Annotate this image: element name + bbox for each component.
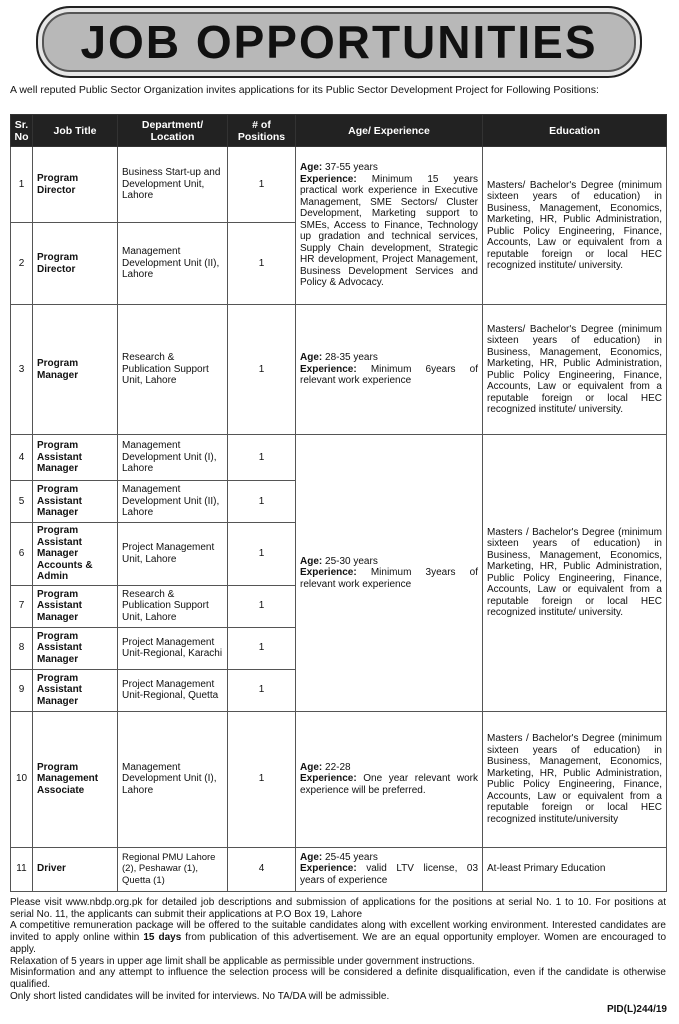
experience-label: Experience:: [300, 863, 357, 875]
job-title-cell: Program Assistant Manager: [33, 481, 118, 523]
experience-label: Experience:: [300, 173, 357, 185]
experience-label: Experience:: [300, 567, 357, 578]
age-experience-cell: [296, 711, 483, 847]
age-value: 37-55 years: [325, 162, 378, 174]
department-cell: Research & Publication Support Unit, Lahore: [118, 305, 228, 435]
department-cell: Project Management Unit-Regional, Karachi: [118, 627, 228, 669]
age-label: Age:: [300, 555, 323, 567]
positions-cell: 1: [228, 711, 296, 847]
experience-value: Minimum 15 years practical work experience in Executive Management, SME Sectors/ Cluster Development, Marketing support to SMEs, Access to Finance, Technology up gradation and technical services, Supply Chain development, Strategic HR development, Project Management, Business Development Services and Policy & Advocacy.: [300, 173, 478, 289]
experience-value: valid LTV license, 03 years of experience: [300, 863, 479, 886]
education-cell: Masters/ Bachelor's Degree (minimum sixteen years of education) in Business, Management, Economics, Marketing, HR, Public Administration, Public Policy Engineering, Finance, Accounts, Law or equivalent from a reputable foreign or local HEC recognized institute/ university.: [483, 305, 667, 435]
job-title-cell: Program Assistant Manager: [33, 669, 118, 711]
table-header-row: [11, 115, 667, 147]
department-cell: Project Management Unit-Regional, Quetta: [118, 669, 228, 711]
table-row: [11, 847, 667, 891]
experience-value: Minimum 6years of relevant work experience: [300, 363, 479, 387]
age-experience-cell: [296, 305, 483, 435]
header-job-title: Job Title: [33, 115, 118, 147]
header-education: Education: [483, 115, 667, 147]
positions-cell: 1: [228, 669, 296, 711]
department-cell: Business Start-up and Development Unit, Lahore: [118, 147, 228, 223]
department-cell: Management Development Unit (I), Lahore: [118, 435, 228, 481]
education-cell: Masters / Bachelor's Degree (minimum sixteen years of education) in Business, Management, Economics, Marketing, HR, Public Administration, Public Policy Engineering, Finance, Accounts, Law or equivalent from a reputable foreign or local HEC recognized institute/university: [483, 711, 667, 847]
job-title-cell: Program Assistant Manager: [33, 435, 118, 481]
department-cell: Research & Publication Support Unit, Lahore: [118, 585, 228, 627]
education-cell: Masters/ Bachelor's Degree (minimum sixteen years of education) in Business, Management, Economics, Marketing, HR, Public Administration, Public Policy Engineering, Finance, Accounts, Law or equivalent from a reputable foreign or local HEC recognized institute/ university.: [483, 147, 667, 305]
table-row: [11, 435, 667, 481]
sr-cell: 6: [11, 523, 33, 586]
table-row: [11, 147, 667, 223]
experience-label: Experience:: [300, 773, 357, 785]
education-cell: Masters / Bachelor's Degree (minimum sixteen years of education) in Business, Management, Economics, Marketing, HR, Public Administration, Public Policy Engineering, Finance, Accounts, Law or equivalent from a reputable foreign or local HEC recognized institute/ university.: [483, 435, 667, 712]
education-cell: At-least Primary Education: [483, 847, 667, 891]
sr-cell: 3: [11, 305, 33, 435]
positions-cell: 4: [228, 847, 296, 891]
job-title-cell: Driver: [33, 847, 118, 891]
experience-value: One year relevant work experience will be preferred.: [300, 773, 478, 796]
age-experience-cell: [296, 847, 483, 891]
sr-cell: 5: [11, 481, 33, 523]
age-value: 28-35 years: [325, 352, 378, 364]
footer-note: Relaxation of 5 years in upper age limit shall be applicable as permissible under government instructions.: [10, 955, 475, 967]
positions-cell: 1: [228, 435, 296, 481]
header-positions: # of Positions: [228, 115, 296, 147]
age-value: 25-45 years: [325, 851, 378, 863]
experience-label: Experience:: [300, 363, 357, 375]
sr-cell: 4: [11, 435, 33, 481]
experience-value: Minimum 3years of relevant work experience: [300, 567, 479, 590]
positions-cell: 1: [228, 627, 296, 669]
sr-cell: 8: [11, 627, 33, 669]
positions-cell: 1: [228, 585, 296, 627]
job-title-cell: Program Management Associate: [33, 711, 118, 847]
age-label: Age:: [300, 851, 323, 863]
sr-cell: 2: [11, 223, 33, 305]
department-cell: Management Development Unit (II), Lahore: [118, 223, 228, 305]
age-experience-cell: [296, 435, 483, 712]
age-label: Age:: [300, 162, 323, 174]
sr-cell: 9: [11, 669, 33, 711]
job-title-cell: Program Assistant Manager Accounts & Admin: [33, 523, 118, 586]
age-value: 22-28: [325, 761, 351, 773]
department-cell: Project Management Unit, Lahore: [118, 523, 228, 586]
sr-cell: 11: [11, 847, 33, 891]
department-cell: Management Development Unit (II), Lahore: [118, 481, 228, 523]
positions-cell: 1: [228, 147, 296, 223]
age-value: 25-30 years: [325, 555, 378, 567]
age-label: Age:: [300, 352, 323, 364]
title-banner: [36, 6, 642, 78]
positions-cell: 1: [228, 305, 296, 435]
footer-note: Misinformation and any attempt to influence the selection process will be considered a definite disqualification, even if the candidate is otherwise qualified.: [10, 967, 666, 990]
age-label: Age:: [300, 761, 323, 773]
footer-note-text: A competitive remuneration package will be offered to the suitable candidates along with excellent working environment. Interested candidates are invited to apply online within: [10, 920, 666, 944]
sr-cell: 1: [11, 147, 33, 223]
positions-cell: 1: [228, 223, 296, 305]
footer-note-deadline: 15 days: [143, 932, 182, 944]
footer-note-text: from publication of this advertisement. We are an equal opportunity employer. Women are encouraged to apply.: [10, 932, 667, 955]
department-cell: Regional PMU Lahore (2), Peshawar (1), Quetta (1): [118, 847, 228, 891]
sr-cell: 10: [11, 711, 33, 847]
job-title-cell: Program Assistant Manager: [33, 627, 118, 669]
header-age-experience: Age/ Experience: [296, 115, 483, 147]
positions-cell: 1: [228, 523, 296, 586]
job-title-cell: Program Director: [33, 147, 118, 223]
job-title-cell: Program Assistant Manager: [33, 585, 118, 627]
sr-cell: 7: [11, 585, 33, 627]
header-department: Department/ Location: [118, 115, 228, 147]
header-sr: Sr. No: [11, 115, 33, 147]
table-row: [11, 305, 667, 435]
department-cell: Management Development Unit (I), Lahore: [118, 711, 228, 847]
positions-cell: 1: [228, 481, 296, 523]
table-row: [11, 711, 667, 847]
job-title-cell: Program Director: [33, 223, 118, 305]
footer-note: Please visit www.nbdp.org.pk for detailed job descriptions and submission of applications for the positions at serial No. 1 to 10. For positions at serial No. 11, the applicants can submit their applications at P.O Box 19, Lahore: [10, 897, 666, 920]
jobs-table: [10, 114, 667, 892]
footer-note: [10, 920, 666, 955]
footer-notes: [10, 897, 666, 1002]
intro-text: A well reputed Public Sector Organization invites applications for its Public Sector Development Project for Following Positions:: [10, 84, 599, 96]
age-experience-cell: [296, 147, 483, 305]
job-title-cell: Program Manager: [33, 305, 118, 435]
page-title: JOB OPPORTUNITIES: [80, 16, 598, 68]
pid-reference: PID(L)244/19: [606, 1004, 667, 1015]
footer-note: Only short listed candidates will be invited for interviews. No TA/DA will be admissible.: [10, 990, 390, 1002]
